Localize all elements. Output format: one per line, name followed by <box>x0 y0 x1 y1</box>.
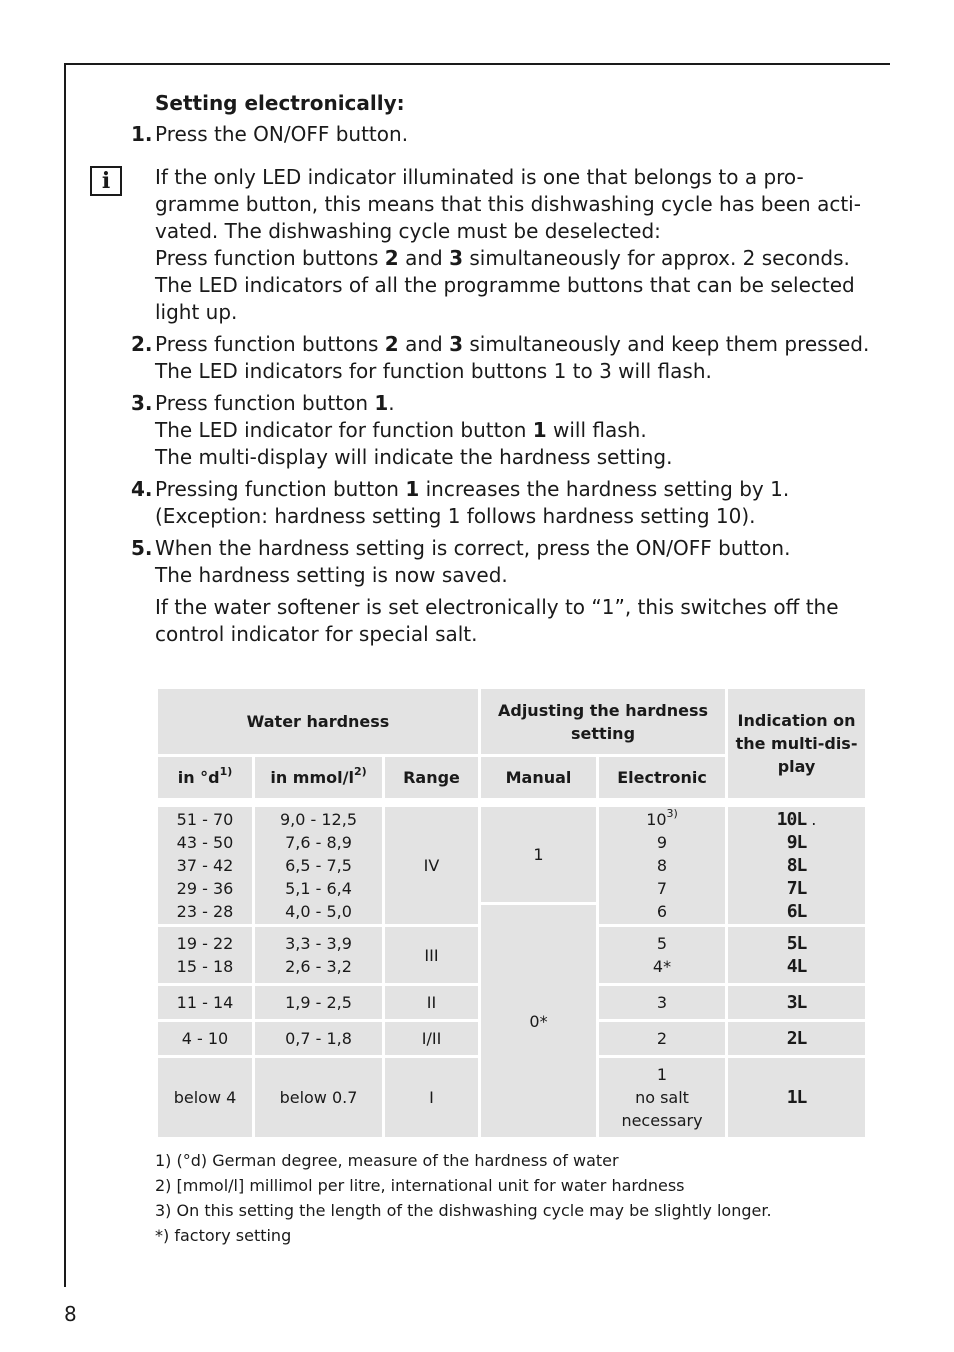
info-line: gramme button, this means that this dishwashing cycle has been acti- <box>155 192 861 216</box>
info-line: Press function buttons 2 and 3 simultaneously for approx. 2 seconds. <box>155 246 850 270</box>
cell-mmol: 3,3 - 3,9 2,6 - 3,2 <box>254 926 384 985</box>
section-heading: Setting electronically: <box>155 91 405 115</box>
lcd-readout: 9L <box>786 832 807 853</box>
header-water-hardness: Water hardness <box>157 688 480 756</box>
step-2 <box>131 331 870 385</box>
cell-range: I <box>384 1057 480 1139</box>
cell-degrees: 11 - 14 <box>157 985 254 1021</box>
cell-degrees: 51 - 70 43 - 50 37 - 42 29 - 36 23 - 28 <box>157 806 254 926</box>
header-mmol: in mmol/$l^{2)}$ <box>254 756 384 800</box>
footnote: 3) On this setting the length of the dishwashing cycle may be slightly longer. <box>155 1201 772 1220</box>
cell-display: 10L . 9L 8L 7L 6L <box>727 806 867 926</box>
step-text: The multi-display will indicate the hardness setting. <box>155 445 673 469</box>
cell-electronic: 5 4* <box>598 926 727 985</box>
step-text: Press function buttons 2 and 3 simultaneously and keep them pressed. <box>155 332 870 356</box>
page-frame-top-rule <box>64 63 890 65</box>
cell-mmol: 9,0 - 12,5 7,6 - 8,9 6,5 - 7,5 5,1 - 6,4 4,0 - 5,0 <box>254 806 384 926</box>
step-text: The LED indicator for function button 1 will flash. <box>155 418 647 442</box>
cell-manual: 1 <box>480 806 598 904</box>
cell-display <box>727 985 867 1021</box>
cell-range: IV <box>384 806 480 926</box>
cell-display <box>727 926 867 985</box>
info-note <box>101 164 870 326</box>
cell-manual-zero: 0* <box>480 904 598 1139</box>
footnote: 2) [mmol/l] millimol per litre, international unit for water hardness <box>155 1176 685 1195</box>
step-5 <box>131 535 870 589</box>
step-text: When the hardness setting is correct, press the ON/OFF button. <box>155 536 791 560</box>
footnote: 1) (°d) German degree, measure of the hardness of water <box>155 1151 619 1170</box>
info-line: vated. The dishwashing cycle must be deselected: <box>155 219 661 243</box>
info-line: If the only LED indicator illuminated is one that belongs to a pro- <box>155 165 804 189</box>
cell-electronic: 1 no salt necessary <box>598 1057 727 1139</box>
footnotes <box>155 1148 772 1248</box>
step-1 <box>131 121 870 148</box>
instructions <box>101 90 870 653</box>
cell-display <box>727 1057 867 1139</box>
step-text: The hardness setting is now saved. <box>155 563 508 587</box>
lcd-readout: 2L <box>786 1028 807 1049</box>
info-line: The LED indicators of all the programme buttons that can be selected <box>155 273 855 297</box>
lcd-readout: 6L <box>786 901 807 922</box>
lcd-readout: 10L <box>776 809 807 830</box>
header-range: Range <box>384 756 480 800</box>
cell-mmol: 0,7 - 1,8 <box>254 1021 384 1057</box>
step-number: 4. <box>131 477 153 501</box>
step-4 <box>131 476 870 530</box>
cell-mmol: 1,9 - 2,5 <box>254 985 384 1021</box>
step-text: (Exception: hardness setting 1 follows hardness setting 10). <box>155 504 756 528</box>
cell-electronic: 10$^{3)}$ 9 8 7 6 <box>598 806 727 926</box>
cell-degrees: below 4 <box>157 1057 254 1139</box>
water-hardness-table <box>155 686 868 1140</box>
step-number: 5. <box>131 536 153 560</box>
table-row <box>157 806 867 904</box>
step-text: The LED indicators for function buttons 1 to 3 will flash. <box>155 359 712 383</box>
lcd-readout: 7L <box>786 878 807 899</box>
lcd-readout: 4L <box>786 956 807 977</box>
header-degrees: in $^\circ d^{1)}$ <box>157 756 254 800</box>
step-3 <box>131 390 870 471</box>
info-icon: i <box>90 166 122 196</box>
cell-electronic: 3 <box>598 985 727 1021</box>
cell-electronic: 2 <box>598 1021 727 1057</box>
header-indication: Indication on the multi-dis- play <box>727 688 867 800</box>
lcd-readout: 8L <box>786 855 807 876</box>
cell-degrees: 4 - 10 <box>157 1021 254 1057</box>
cell-range: II <box>384 985 480 1021</box>
info-line: light up. <box>155 300 238 324</box>
step-text: Press function button 1. <box>155 391 395 415</box>
header-adjusting: Adjusting the hardness setting <box>480 688 727 756</box>
cell-display <box>727 1021 867 1057</box>
cell-range: I/II <box>384 1021 480 1057</box>
step-number: 1. <box>131 122 153 146</box>
step-number: 2. <box>131 332 153 356</box>
page-frame-left-rule <box>64 63 66 1287</box>
cell-degrees: 19 - 22 15 - 18 <box>157 926 254 985</box>
header-electronic: Electronic <box>598 756 727 800</box>
page-number: 8 <box>64 1302 77 1326</box>
footnote: *) factory setting <box>155 1226 292 1245</box>
step-text: Pressing function button 1 increases the hardness setting by 1. <box>155 477 790 501</box>
lcd-readout: 1L <box>786 1087 807 1108</box>
lcd-readout: 3L <box>786 992 807 1013</box>
salt-note: If the water softener is set electronically to “1”, this switches off the control indicator for special salt. <box>155 595 839 646</box>
cell-mmol: below 0.7 <box>254 1057 384 1139</box>
step-text: Press the ON/OFF button. <box>155 122 409 146</box>
lcd-readout: 5L <box>786 933 807 954</box>
cell-range: III <box>384 926 480 985</box>
step-number: 3. <box>131 391 153 415</box>
header-manual: Manual <box>480 756 598 800</box>
